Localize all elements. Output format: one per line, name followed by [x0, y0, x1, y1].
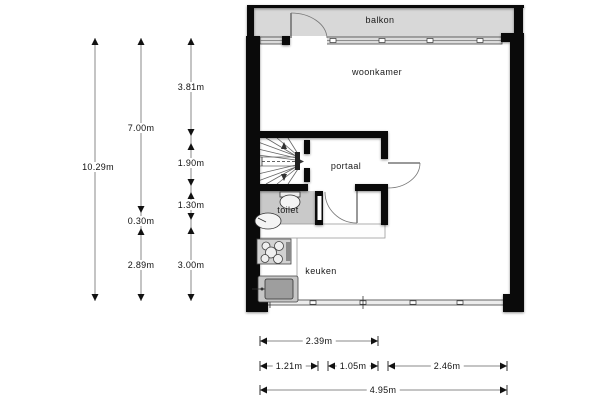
toilet-sink-icon — [255, 213, 281, 229]
bottom-right-corner — [503, 294, 524, 312]
dim-woonkamer-width: 2.46m — [431, 361, 464, 371]
portaal-label: portaal — [330, 161, 362, 171]
portaal-hall-door-icon — [325, 191, 357, 223]
burner-icon — [274, 255, 283, 264]
kitchen-faucet-knob — [261, 288, 264, 291]
dim-keuken-height: 3.00m — [175, 260, 208, 270]
window-mullion — [330, 39, 336, 43]
walls — [246, 5, 524, 312]
portaal-top-wall — [258, 131, 388, 138]
portaal-woonkamer-door-icon — [388, 163, 420, 188]
dim-overall-width: 4.95m — [367, 385, 400, 395]
left-exterior-wall — [246, 36, 260, 312]
stair-newel — [295, 152, 300, 170]
window-mullion — [410, 301, 416, 305]
dim-woonkamer-height: 3.81m — [175, 82, 208, 92]
balcony-door-opening — [289, 36, 327, 45]
window-jamb — [282, 36, 290, 45]
stairs-icon — [258, 138, 304, 184]
window-band-top — [260, 36, 502, 45]
dim-hall-width: 1.05m — [337, 361, 370, 371]
portaal-right-wall-upper — [381, 131, 388, 159]
kitchen-sink-basin — [265, 279, 293, 299]
window-band-bottom — [262, 296, 508, 309]
dim-lower-height: 2.89m — [125, 260, 158, 270]
right-exterior-wall — [510, 36, 524, 312]
dim-toilet-height: 1.30m — [175, 200, 208, 210]
dim-landing-height: 0.30m — [125, 216, 158, 226]
stairs-jamb-upper — [304, 140, 310, 154]
window-mullion — [379, 39, 385, 43]
dim-portaal-span: 2.39m — [303, 336, 336, 346]
toilet-label: toilet — [277, 205, 299, 215]
window-mullion — [477, 39, 483, 43]
stairs-bottom-wall — [256, 184, 308, 191]
portaal-bottom-wall — [355, 184, 388, 191]
dim-overall-height: 10.29m — [79, 162, 117, 172]
window-mullion — [310, 301, 316, 305]
balcony-top-wall — [247, 5, 524, 8]
balcony-left-wall — [247, 5, 254, 39]
keuken-label: keuken — [305, 266, 337, 276]
window-mullion — [427, 39, 433, 43]
stove-panel — [286, 242, 291, 261]
toilet-door — [318, 196, 322, 220]
window-mullion — [457, 301, 463, 305]
counter-band — [260, 224, 385, 238]
dim-upper-height: 7.00m — [125, 123, 158, 133]
woonkamer-label: woonkamer — [351, 67, 403, 77]
dim-toilet-width: 1.21m — [273, 361, 306, 371]
top-right-corner — [501, 33, 524, 42]
stairs-jamb-lower — [304, 168, 310, 182]
dim-portaal-height: 1.90m — [175, 158, 208, 168]
balkon-label: balkon — [365, 15, 395, 25]
burner-icon — [261, 255, 269, 263]
